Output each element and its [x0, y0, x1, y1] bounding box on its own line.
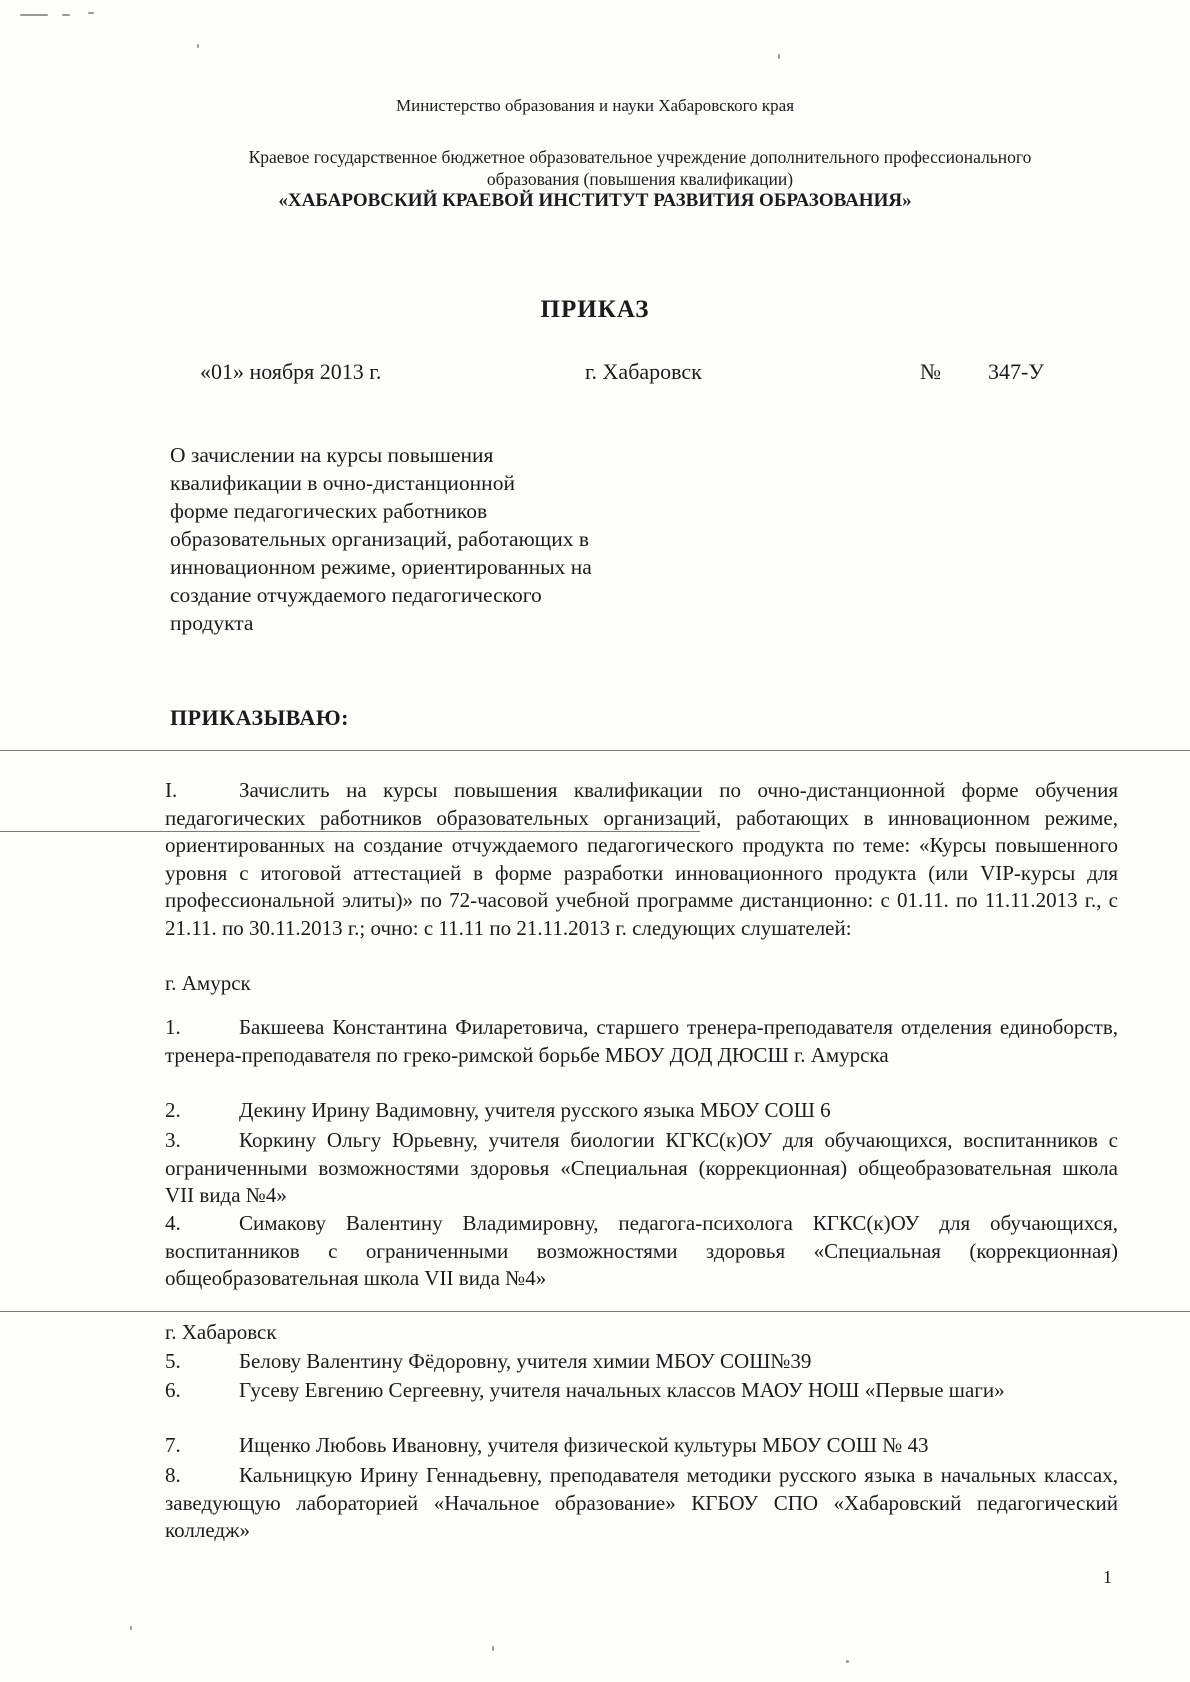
item-number: 2.: [165, 1098, 181, 1122]
item-number: 6.: [165, 1378, 181, 1402]
subject-line: квалификации в очно-дистанционной: [170, 471, 515, 495]
list-item: [165, 1432, 1118, 1460]
order-word: ПРИКАЗЫВАЮ:: [170, 705, 349, 730]
item-text: Бакшеева Константина Филаретовича, старшего тренера-преподавателя отделения единоборств, тренера-преподавателя по греко-римской борьбе МБОУ ДОД ДЮСШ г. Амурска: [165, 1015, 1118, 1067]
list-item: [165, 1097, 1118, 1125]
item-number: 7.: [165, 1433, 181, 1457]
document-title: ПРИКАЗ: [540, 296, 650, 323]
group-location: г. Амурск: [165, 971, 251, 995]
institution-name: «ХАБАРОВСКИЙ КРАЕВОЙ ИНСТИТУТ РАЗВИТИЯ ОБРАЗОВАНИЯ»: [278, 190, 912, 211]
item-text: Симакову Валентину Владимировну, педагога-психолога КГКС(к)ОУ для обучающихся, воспитанников с ограниченными возможностями здоровья «Специальная (коррекционная) общеобразовательная школа VII вида №4»: [165, 1211, 1118, 1290]
scan-speck: [492, 1646, 494, 1651]
order-subject: [170, 441, 670, 637]
subject-line: инновационном режиме, ориентированных на: [170, 555, 592, 579]
item-text: Кальницкую Ирину Геннадьевну, преподавателя методики русского языка в начальных классах, заведующую лабораторией «Начальное образование» КГБОУ СПО «Хабаровский педагогический колледж»: [165, 1463, 1118, 1542]
item-number: 3.: [165, 1128, 181, 1152]
item-number: 4.: [165, 1211, 181, 1235]
item-text: Белову Валентину Фёдоровну, учителя химии МБОУ СОШ№39: [239, 1349, 812, 1373]
clause-text: Зачислить на курсы повышения квалификации по очно-дистанционной форме обучения педагогических работников образовательных организаций, работающих в инновационном режиме, ориентированных на создание отчуждаемого педагогического продукта по теме: «Курсы повышенного уровня с итоговой аттестацией в форме разработки инновационного продукта (или VIP-курсы для профессиональной элиты)» по 72-часовой учебной программе дистанционно: с 01.11. по 11.11.2013 г., с 21.11. по 30.11.2013 г.; очно: с 11.11 по 21.11.2013 г. следующих слушателей:: [165, 778, 1118, 940]
ministry-line: Министерство образования и науки Хабаровского края: [395, 96, 795, 115]
item-text: Ищенко Любовь Ивановну, учителя физической культуры МБОУ СОШ № 43: [239, 1433, 929, 1457]
list-item: [165, 1014, 1118, 1069]
subject-line: форме педагогических работников: [170, 499, 488, 523]
scan-speck: [88, 12, 94, 14]
item-number: 1.: [165, 1015, 181, 1039]
institution-description: [160, 146, 1120, 190]
clause-number: I.: [165, 778, 178, 802]
scan-line: [0, 1311, 1190, 1312]
scan-speck: [130, 1626, 132, 1630]
item-number: 5.: [165, 1349, 181, 1373]
list-item: [165, 1210, 1118, 1293]
subject-line: создание отчуждаемого педагогического: [170, 583, 542, 607]
list-item: [165, 1127, 1118, 1210]
group-location: г. Хабаровск: [165, 1320, 277, 1344]
document-city: г. Хабаровск: [585, 359, 702, 384]
clause-paragraph: [165, 777, 1118, 942]
document-date: «01» ноября 2013 г.: [200, 359, 382, 384]
subject-line: продукта: [170, 611, 254, 635]
page-number: 1: [1103, 1567, 1112, 1587]
institution-line-2: образования (повышения квалификации): [486, 169, 794, 189]
item-text: Коркину Ольгу Юрьевну, учителя биологии КГКС(к)ОУ для обучающихся, воспитанников с ограниченными возможностями здоровья «Специальная (коррекционная) общеобразовательная школа VII вида №4»: [165, 1128, 1118, 1207]
scan-speck: [197, 44, 199, 48]
number-sign: №: [920, 359, 941, 384]
list-item: [165, 1462, 1118, 1545]
scan-speck: [20, 14, 48, 16]
scan-speck: [846, 1660, 849, 1663]
list-item: [165, 1377, 1118, 1405]
list-item: [165, 1348, 1118, 1376]
item-text: Декину Ирину Вадимовну, учителя русского языка МБОУ СОШ 6: [239, 1098, 831, 1122]
scan-speck: [778, 54, 780, 59]
subject-line: образовательных организаций, работающих в: [170, 527, 589, 551]
item-text: Гусеву Евгению Сергеевну, учителя начальных классов МАОУ НОШ «Первые шаги»: [239, 1378, 1005, 1402]
subject-line: О зачислении на курсы повышения: [170, 443, 494, 467]
scan-line: [0, 750, 1190, 751]
document-number: 347-У: [988, 359, 1044, 384]
item-number: 8.: [165, 1463, 181, 1487]
institution-line-1: Краевое государственное бюджетное образовательное учреждение дополнительного профессионального: [248, 147, 1032, 167]
scan-speck: [62, 14, 70, 16]
